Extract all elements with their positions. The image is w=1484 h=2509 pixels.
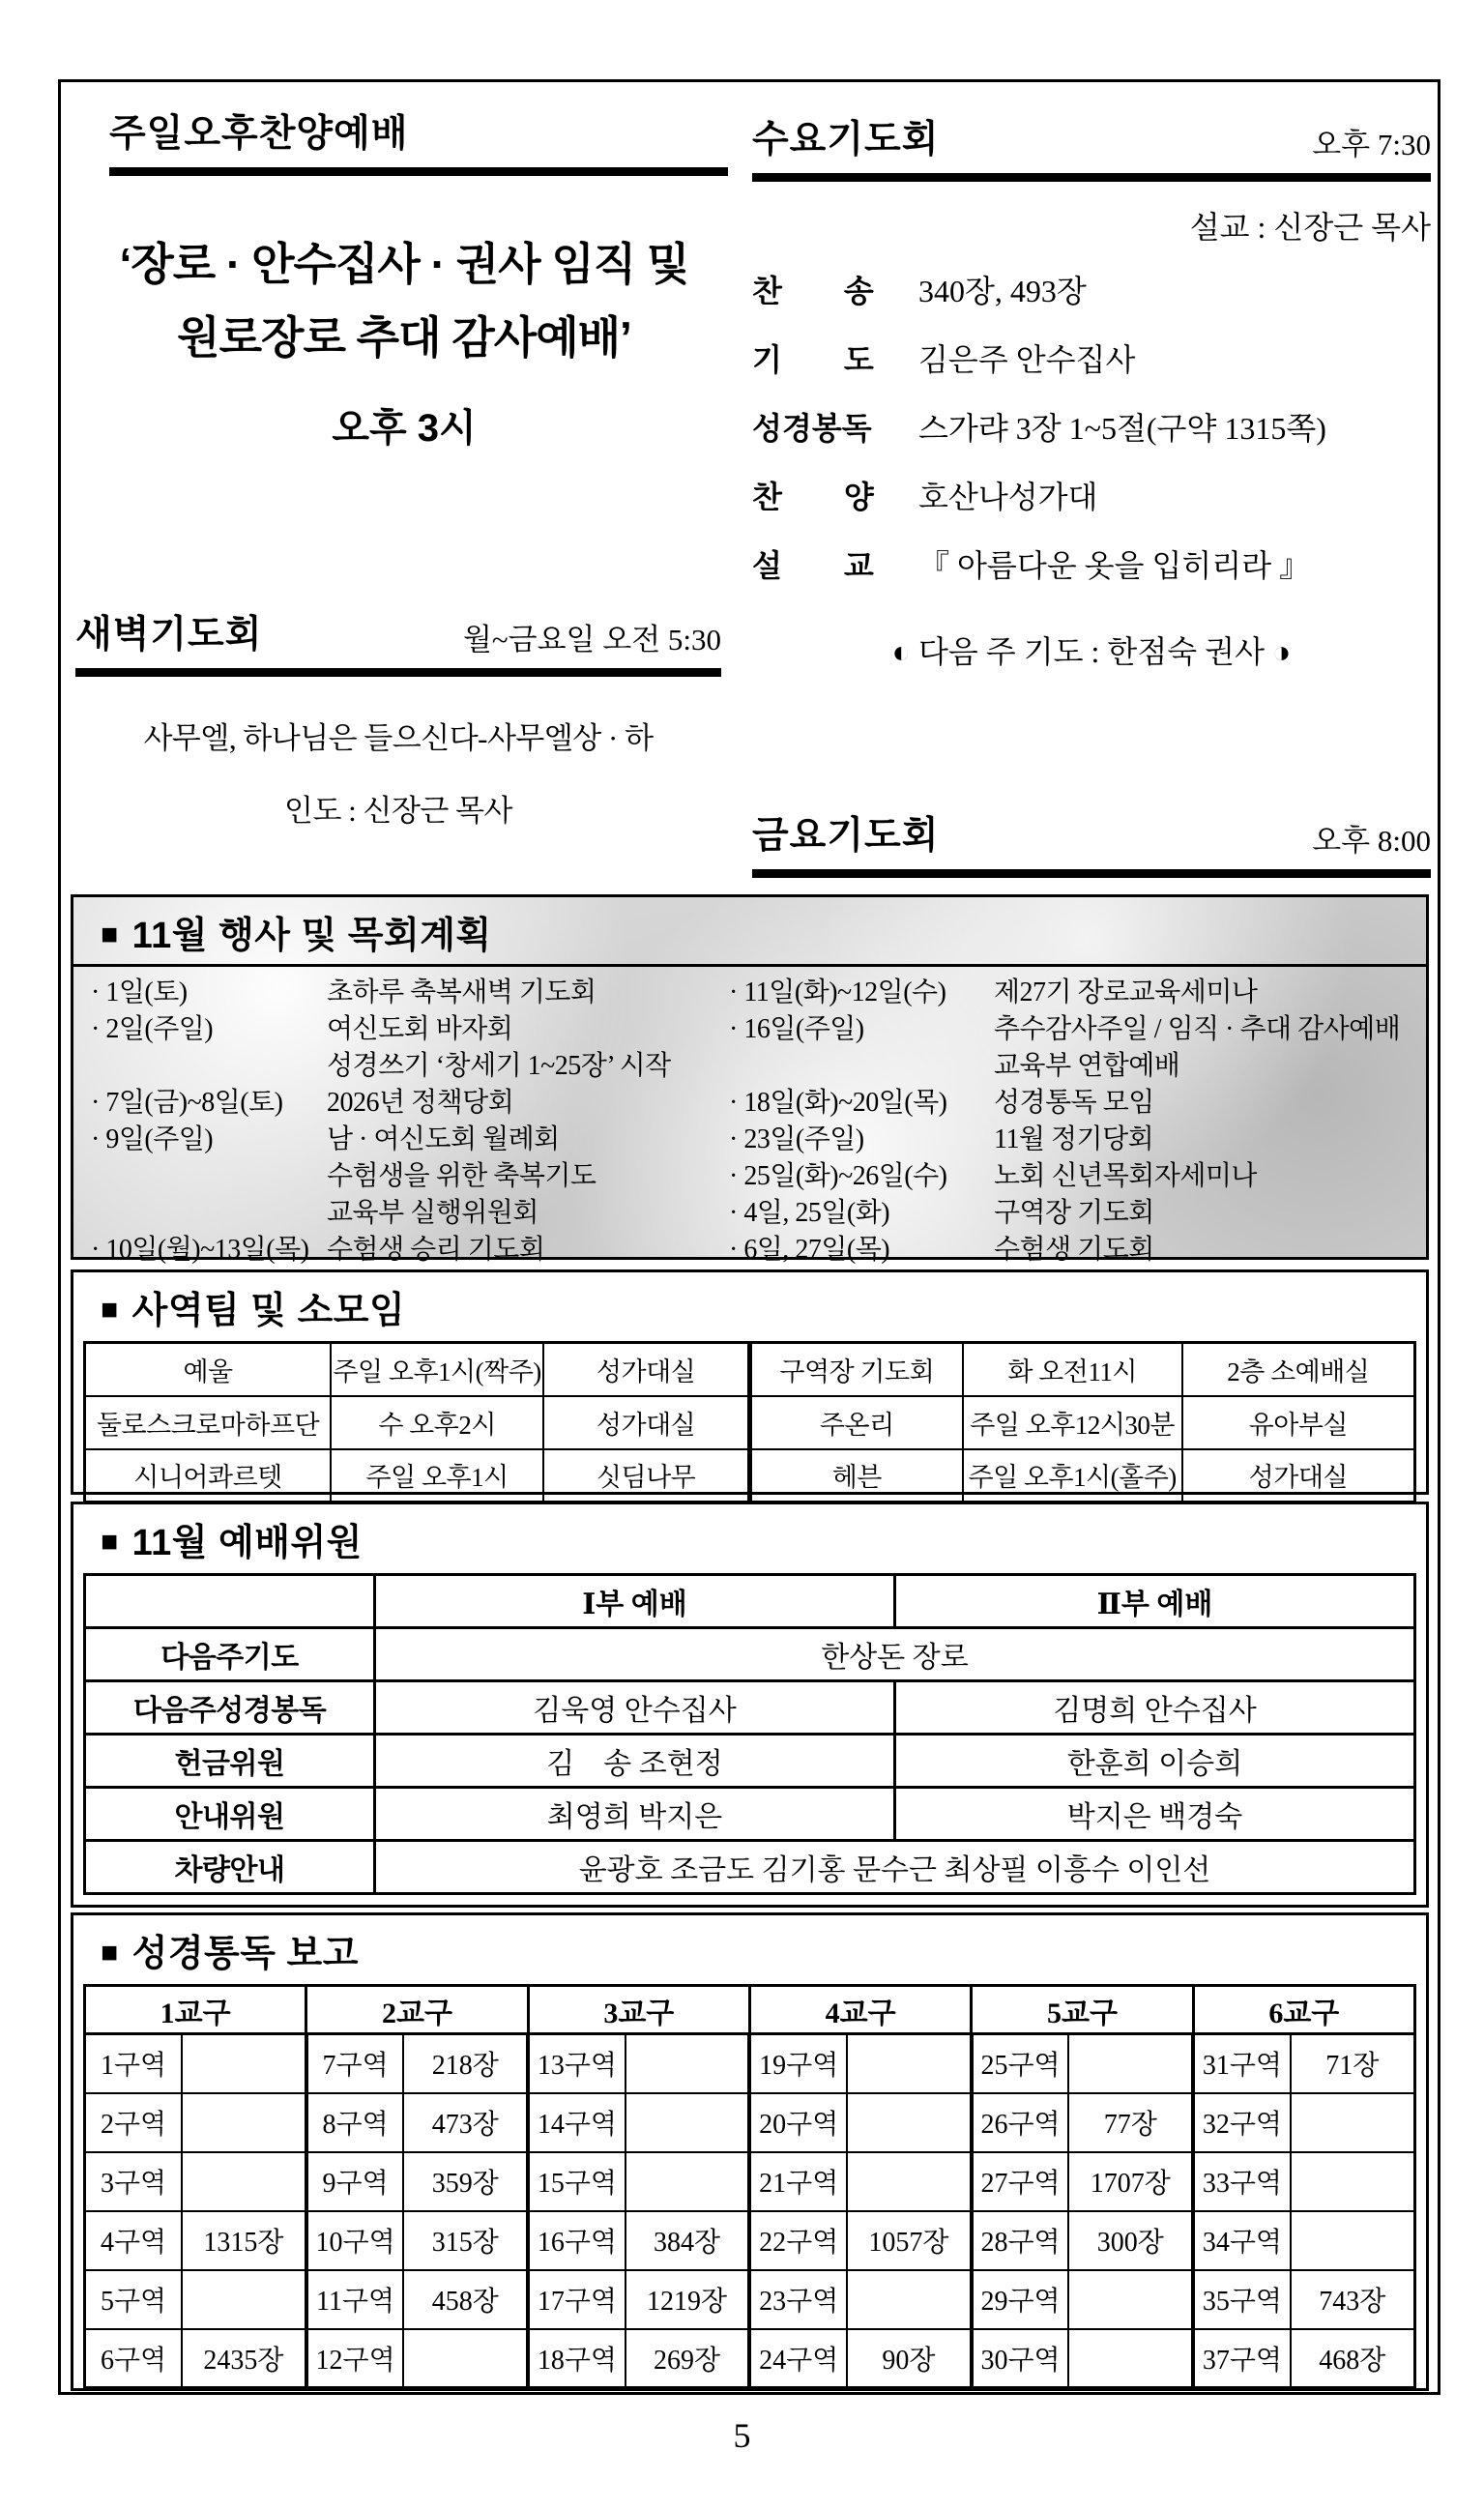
table-cell: · 6일, 27일(목) [729, 1235, 890, 1265]
table-cell: 359장 [403, 2152, 528, 2211]
table-row [752, 257, 1431, 326]
table-row [729, 1048, 1416, 1085]
table-cell: 473장 [403, 2093, 528, 2152]
table-cell [1068, 2329, 1193, 2388]
table-cell: 1707장 [1068, 2152, 1193, 2211]
ministry-teams-box [71, 1269, 1429, 1495]
table-cell [847, 2152, 972, 2211]
table-cell: 6구역 [85, 2329, 182, 2388]
table-cell [1291, 2152, 1415, 2211]
table-row [729, 1011, 1416, 1048]
events-left-column [91, 975, 729, 1269]
table-cell: 김 송 조현정 [375, 1735, 895, 1788]
event-time: 오후 3시 [332, 407, 477, 450]
table-row [729, 1232, 1416, 1269]
row-label: 다음주기도 [85, 1628, 375, 1681]
table-row [752, 532, 1431, 600]
worship-committee-box [71, 1502, 1429, 1908]
table-row [85, 2152, 1415, 2211]
table-row [85, 2034, 1415, 2093]
table-row [91, 1195, 729, 1232]
table-cell: 384장 [626, 2211, 750, 2270]
table-cell: 화 오전11시 [963, 1343, 1182, 1396]
table-row [91, 1048, 729, 1085]
table-cell: 19구역 [749, 2034, 846, 2093]
table-cell [847, 2093, 972, 2152]
table-cell: · 9일(주일) [91, 1124, 214, 1154]
table-cell: 윤광호 조금도 김기홍 문수근 최상필 이흥수 이인선 [375, 1841, 1415, 1894]
table-cell [847, 2034, 972, 2093]
table-row [729, 975, 1416, 1011]
table-cell: 한훈희 이승희 [895, 1735, 1415, 1788]
sunday-afternoon-header [109, 103, 728, 158]
table-cell: 21구역 [749, 2152, 846, 2211]
event-title-line1: ‘장로 · 안수집사 · 권사 임직 및 [119, 239, 689, 289]
district-header: 3교구 [528, 1986, 749, 2034]
table-cell: 김명희 안수집사 [895, 1681, 1415, 1735]
sunday-afternoon-title: 주일오후찬양예배 [109, 113, 409, 155]
table-cell: 주온리 [749, 1396, 962, 1449]
table-cell: 90장 [847, 2329, 972, 2388]
table-cell: 315장 [403, 2211, 528, 2270]
table-cell: 예울 [85, 1343, 332, 1396]
table-cell: 743장 [1291, 2270, 1415, 2329]
table-cell: 찬 양 [752, 480, 874, 514]
table-cell: · 18일(화)~20일(목) [729, 1088, 947, 1118]
table-cell: 34구역 [1193, 2211, 1290, 2270]
table-cell: 2층 소예배실 [1182, 1343, 1415, 1396]
table-row [729, 1158, 1416, 1195]
table-cell [91, 1048, 321, 1085]
table-cell: · 7일(금)~8일(토) [91, 1088, 283, 1118]
table-cell: 헤븐 [749, 1449, 962, 1502]
table-cell: · 25일(화)~26일(수) [729, 1161, 947, 1191]
table-cell: 교육부 연합예배 [994, 1051, 1180, 1081]
table-row [85, 2093, 1415, 2152]
table-cell: 18구역 [528, 2329, 625, 2388]
table-row [85, 1841, 1415, 1894]
table-cell: 수 오후2시 [331, 1396, 543, 1449]
table-row [91, 1122, 729, 1158]
table-cell: 성가대실 [543, 1343, 749, 1396]
table-cell: 제27기 장로교육세미나 [994, 977, 1258, 1007]
table-cell: 1219장 [626, 2270, 750, 2329]
table-cell: 300장 [1068, 2211, 1193, 2270]
table-cell: 13구역 [528, 2034, 625, 2093]
table-row [91, 1085, 729, 1122]
table-cell: · 10일(월)~13일(목) [91, 1235, 309, 1265]
dawn-prayer-time: 월~금요일 오전 5:30 [462, 623, 721, 656]
table-cell: 유아부실 [1182, 1396, 1415, 1449]
table-cell: 5구역 [85, 2270, 182, 2329]
table-cell [85, 1575, 375, 1628]
wednesday-prayer-section [752, 109, 1431, 672]
table-cell: 77장 [1068, 2093, 1193, 2152]
row-label: 안내위원 [85, 1788, 375, 1841]
next-week-prayer-note: ◐ 다음 주 기도 : 한점숙 권사 ◑ [891, 634, 1292, 669]
table-cell: · 2일(주일) [91, 1014, 214, 1044]
sunday-afternoon-event [75, 227, 733, 452]
header-divider [752, 869, 1431, 878]
worship-committee-table [83, 1573, 1416, 1895]
table-cell: 성경통독 모임 [994, 1088, 1154, 1118]
table-cell: 성가대실 [543, 1396, 749, 1449]
table-cell: 10구역 [306, 2211, 403, 2270]
table-cell: · 16일(주일) [729, 1014, 864, 1044]
row-label: 헌금위원 [85, 1735, 375, 1788]
friday-prayer-section [752, 805, 1431, 878]
table-row [85, 2270, 1415, 2329]
table-cell [626, 2152, 750, 2211]
table-cell: 29구역 [972, 2270, 1068, 2329]
table-cell: 구역장 기도회 [749, 1343, 962, 1396]
table-cell: 9구역 [306, 2152, 403, 2211]
sunday-afternoon-section [109, 103, 728, 176]
wednesday-prayer-time: 오후 7:30 [1312, 128, 1431, 161]
row-label: 다음주성경봉독 [85, 1681, 375, 1735]
square-bullet-icon: ■ [101, 1937, 119, 1969]
table-cell: 71장 [1291, 2034, 1415, 2093]
wednesday-prayer-header [752, 109, 1431, 163]
table-cell: 20구역 [749, 2093, 846, 2152]
table-cell: · 11일(화)~12일(수) [729, 977, 946, 1007]
friday-prayer-time: 오후 8:00 [1312, 824, 1431, 858]
table-cell: 구역장 기도회 [994, 1198, 1154, 1228]
table-cell: · 4일, 25일(화) [729, 1198, 890, 1228]
table-cell: 16구역 [528, 2211, 625, 2270]
table-row [85, 1396, 1415, 1449]
events-right-column [729, 975, 1416, 1269]
table-cell [1291, 2093, 1415, 2152]
table-row [752, 463, 1431, 532]
square-bullet-icon: ■ [101, 919, 119, 950]
november-events-body [73, 967, 1426, 1269]
table-cell: 호산나성가대 [918, 480, 1098, 514]
table-row [85, 1343, 1415, 1396]
table-cell: 25구역 [972, 2034, 1068, 2093]
header-divider [75, 668, 721, 677]
table-cell: 1057장 [847, 2211, 972, 2270]
table-cell: 주일 오후1시(홀주) [963, 1449, 1182, 1502]
table-cell: 31구역 [1193, 2034, 1290, 2093]
table-cell: 남 · 여신도회 월례회 [327, 1124, 560, 1154]
table-cell: 박지은 백경숙 [895, 1788, 1415, 1841]
table-cell: 32구역 [1193, 2093, 1290, 2152]
table-cell: 33구역 [1193, 2152, 1290, 2211]
table-cell [1068, 2270, 1193, 2329]
table-cell: 초하루 축복새벽 기도회 [327, 977, 597, 1007]
service1-header: Ⅰ부 예배 [375, 1575, 895, 1628]
dawn-prayer-header [75, 604, 721, 658]
table-cell: 교육부 실행위원회 [327, 1198, 538, 1228]
table-row [85, 2211, 1415, 2270]
district-header: 6교구 [1193, 1986, 1414, 2034]
table-cell: 스가랴 3장 1~5절(구약 1315쪽) [918, 411, 1326, 446]
bible-reading-table [83, 1984, 1416, 2389]
table-cell [1068, 2034, 1193, 2093]
november-events-title: ■ 11월 행사 및 목회계획 [73, 897, 1426, 967]
table-row [85, 2329, 1415, 2388]
dawn-prayer-theme: 사무엘, 하나님은 들으신다-사무엘상 · 하 [143, 721, 654, 755]
table-cell: 2026년 정책당회 [327, 1088, 514, 1118]
wednesday-preacher: 설교 : 신장근 목사 [1189, 210, 1431, 245]
table-cell: 15구역 [528, 2152, 625, 2211]
wednesday-order-table [752, 257, 1431, 600]
table-cell [182, 2034, 306, 2093]
header-divider [752, 173, 1431, 182]
november-events-box [71, 894, 1429, 1265]
table-cell: 한상돈 장로 [375, 1628, 1415, 1681]
table-cell: 11구역 [306, 2270, 403, 2329]
dawn-prayer-leader: 인도 : 신장근 목사 [284, 794, 512, 828]
table-cell: 추수감사주일 / 임직 · 추대 감사예배 [994, 1014, 1401, 1044]
bible-reading-box [71, 1912, 1429, 2391]
table-cell: 27구역 [972, 2152, 1068, 2211]
dawn-prayer-section [75, 604, 721, 830]
table-row [752, 394, 1431, 463]
table-row [85, 1628, 1415, 1681]
table-row [85, 1788, 1415, 1841]
header-divider [109, 167, 728, 176]
table-cell: 26구역 [972, 2093, 1068, 2152]
table-row [85, 1575, 1415, 1628]
table-cell: 성가대실 [1182, 1449, 1415, 1502]
table-cell [182, 2270, 306, 2329]
table-cell: 김욱영 안수집사 [375, 1681, 895, 1735]
table-row [91, 975, 729, 1011]
table-cell: 주일 오후1시(짝주) [331, 1343, 543, 1396]
table-cell: 11월 정기당회 [994, 1124, 1154, 1154]
table-cell [403, 2329, 528, 2388]
district-header: 5교구 [972, 1986, 1193, 2034]
table-cell: 3구역 [85, 2152, 182, 2211]
table-header-row [85, 1986, 1415, 2034]
district-header: 2교구 [306, 1986, 528, 2034]
table-cell: 4구역 [85, 2211, 182, 2270]
table-cell: 시니어콰르텟 [85, 1449, 332, 1502]
ministry-teams-table [83, 1341, 1416, 1503]
table-cell: 8구역 [306, 2093, 403, 2152]
table-cell [729, 1048, 988, 1085]
table-cell [847, 2270, 972, 2329]
table-cell: 설 교 [752, 548, 874, 583]
dawn-prayer-title: 새벽기도회 [75, 614, 263, 656]
square-bullet-icon: ■ [101, 1294, 119, 1326]
table-cell: · 1일(토) [91, 977, 188, 1007]
table-cell: 싯딤나무 [543, 1449, 749, 1502]
table-cell [626, 2093, 750, 2152]
table-row [91, 1158, 729, 1195]
wednesday-prayer-title: 수요기도회 [752, 119, 940, 160]
table-row [91, 1011, 729, 1048]
page-frame [58, 79, 1440, 2395]
friday-prayer-header [752, 805, 1431, 860]
table-cell: 최영희 박지은 [375, 1788, 895, 1841]
table-cell: 7구역 [306, 2034, 403, 2093]
square-bullet-icon: ■ [101, 1526, 119, 1558]
table-cell: 성경쓰기 ‘창세기 1~25장’ 시작 [327, 1051, 671, 1081]
worship-committee-title: ■ 11월 예배위원 [101, 1523, 363, 1563]
event-title-line2: 원로장로 추대 감사예배’ [177, 312, 631, 363]
table-row [752, 326, 1431, 394]
table-row [729, 1195, 1416, 1232]
table-cell [91, 1195, 321, 1232]
table-cell: 23구역 [749, 2270, 846, 2329]
table-cell: 1315장 [182, 2211, 306, 2270]
table-cell: 468장 [1291, 2329, 1415, 2388]
table-cell: 주일 오후1시 [331, 1449, 543, 1502]
table-cell [182, 2093, 306, 2152]
table-cell: 17구역 [528, 2270, 625, 2329]
ministry-teams-title: ■ 사역팀 및 소모임 [101, 1291, 406, 1331]
table-cell: 기 도 [752, 342, 874, 377]
table-cell: 30구역 [972, 2329, 1068, 2388]
table-cell: 수험생을 위한 축복기도 [327, 1161, 597, 1191]
table-cell: 12구역 [306, 2329, 403, 2388]
district-header: 1교구 [85, 1986, 306, 2034]
service2-header: Ⅱ부 예배 [895, 1575, 1415, 1628]
page-number: 5 [733, 2416, 751, 2455]
table-cell: 수험생 기도회 [994, 1235, 1154, 1265]
table-cell: 주일 오후12시30분 [963, 1396, 1182, 1449]
table-cell: 218장 [403, 2034, 528, 2093]
table-row [91, 1232, 729, 1269]
table-cell: 2구역 [85, 2093, 182, 2152]
table-cell: 수험생 승리 기도회 [327, 1235, 545, 1265]
table-cell: 340장, 493장 [918, 274, 1087, 308]
bible-reading-title: ■ 성경통독 보고 [101, 1934, 359, 1974]
table-cell: · 23일(주일) [729, 1124, 864, 1154]
table-cell: 여신도회 바자회 [327, 1014, 513, 1044]
friday-prayer-title: 금요기도회 [752, 815, 940, 857]
table-cell: 22구역 [749, 2211, 846, 2270]
table-cell: 37구역 [1193, 2329, 1290, 2388]
table-cell [91, 1158, 321, 1195]
table-row [85, 1449, 1415, 1502]
district-header: 4교구 [749, 1986, 971, 2034]
table-cell: 14구역 [528, 2093, 625, 2152]
table-cell: 『 아름다운 옷을 입히리라 』 [918, 548, 1311, 583]
table-cell: 찬 송 [752, 274, 874, 308]
table-cell: 24구역 [749, 2329, 846, 2388]
table-row [729, 1122, 1416, 1158]
table-cell: 1구역 [85, 2034, 182, 2093]
table-cell: 둘로스크로마하프단 [85, 1396, 332, 1449]
table-cell: 노회 신년목회자세미나 [994, 1161, 1257, 1191]
table-cell [182, 2152, 306, 2211]
table-cell [626, 2034, 750, 2093]
table-cell [1291, 2211, 1415, 2270]
table-cell: 28구역 [972, 2211, 1068, 2270]
table-cell: 35구역 [1193, 2270, 1290, 2329]
table-row [85, 1735, 1415, 1788]
table-cell: 성경봉독 [752, 411, 872, 446]
table-cell: 458장 [403, 2270, 528, 2329]
table-cell: 2435장 [182, 2329, 306, 2388]
table-row [85, 1681, 1415, 1735]
table-cell: 269장 [626, 2329, 750, 2388]
table-cell: 김은주 안수집사 [918, 342, 1136, 377]
row-label: 차량안내 [85, 1841, 375, 1894]
table-row [729, 1085, 1416, 1122]
